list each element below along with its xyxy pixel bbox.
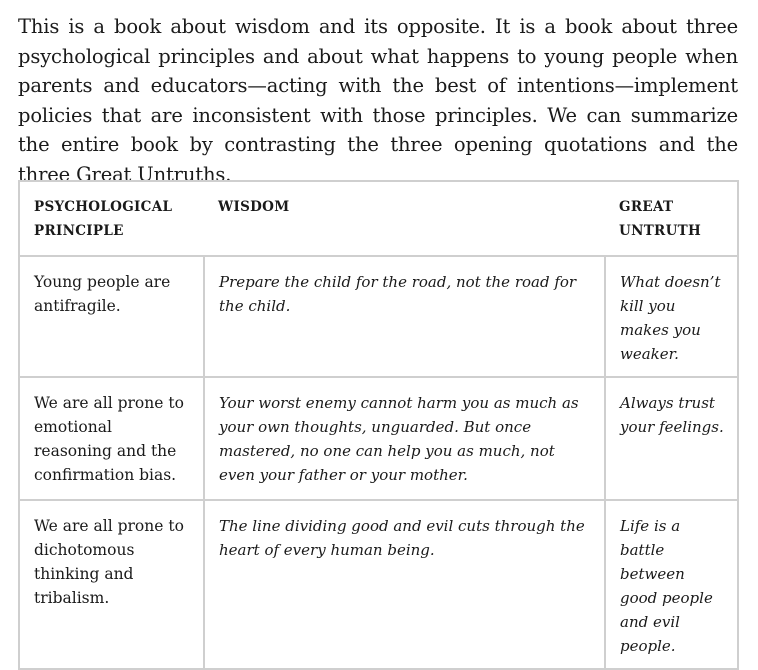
- untruth-cell: What doesn’t kill you makes you weaker.: [605, 256, 738, 377]
- header-great-untruth: GREAT UNTRUTH: [605, 181, 738, 256]
- intro-paragraph: This is a book about wisdom and its opposite. It is a book about three psychological principles and about what happens to young people when parents and educators—acting with the best of intentions—implement policies that are inconsistent with those principles. We can summarize the entire book by contrasting the three opening quotations and the three Great Untruths.: [18, 15, 738, 186]
- principle-cell: We are all prone to emotional reasoning and the confirmation bias.: [19, 377, 204, 500]
- header-wisdom: WISDOM: [204, 181, 605, 256]
- table-row: [19, 256, 738, 377]
- header-psychological-principle: PSYCHOLOGICAL PRINCIPLE: [19, 181, 204, 256]
- table-row: [19, 500, 738, 669]
- table-header-row: [19, 181, 738, 256]
- principles-table: [18, 180, 739, 670]
- principle-cell: Young people are antifragile.: [19, 256, 204, 377]
- wisdom-cell: Prepare the child for the road, not the road for the child.: [204, 256, 605, 377]
- principle-cell: We are all prone to dichotomous thinking and tribalism.: [19, 500, 204, 669]
- wisdom-cell: Your worst enemy cannot harm you as much as your own thoughts, unguarded. But once mastered, no one can help you as much, not even your father or your mother.: [204, 377, 605, 500]
- untruth-cell: Life is a battle between good people and evil people.: [605, 500, 738, 669]
- wisdom-cell: The line dividing good and evil cuts through the heart of every human being.: [204, 500, 605, 669]
- untruth-cell: Always trust your feelings.: [605, 377, 738, 500]
- table-row: [19, 377, 738, 500]
